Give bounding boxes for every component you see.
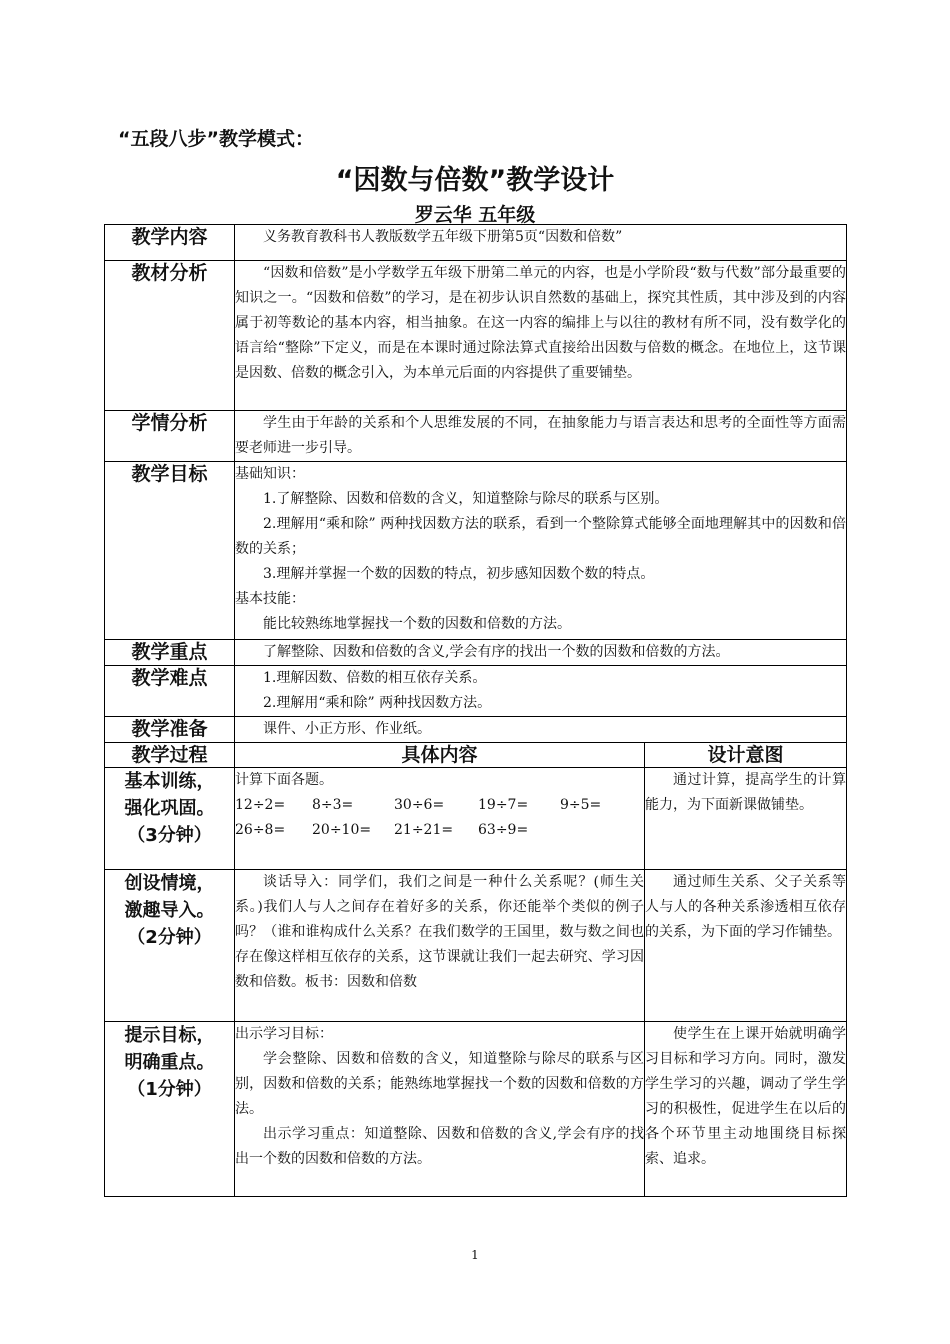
step-intro: 出示学习目标：: [235, 1026, 333, 1042]
equation: 12÷2=: [235, 797, 286, 813]
key-points-text: 了解整除、因数和倍数的含义,学会有序的找出一个数的因数和倍数的方法。: [263, 644, 730, 660]
label-difficult-points: 教学难点: [105, 666, 235, 717]
step-content: [235, 768, 645, 870]
goals-basic-skill: 基本技能：: [235, 591, 305, 607]
equation: 9÷5=: [560, 797, 602, 813]
step-stage: [105, 768, 235, 870]
teaching-content-text: 义务教育教科书人教版数学五年级下册第5页“因数和倍数”: [263, 229, 623, 245]
header-process: 教学过程: [105, 743, 235, 768]
step-paragraph: 学会整除、因数和倍数的含义，知道整除与除尽的联系与区别，因数和倍数的关系；能熟练地掌握找一个数的因数和倍数的方法。: [235, 1051, 644, 1117]
equation-row: [235, 818, 644, 843]
stage-line: 基本训练，: [124, 771, 215, 792]
row-key-points: [105, 640, 847, 666]
equation: 63÷9=: [478, 822, 529, 838]
step-intent: [645, 768, 847, 870]
step-content: [235, 870, 645, 1022]
step-intent: [645, 1022, 847, 1197]
intent-text: 使学生在上课开始就明确学习目标和学习方向。同时，激发学生学习的兴趣，调动了学生学习的积极性，促进学生在以后的各个环节里主动地围绕目标探索、追求。: [645, 1026, 847, 1167]
process-step-row: [105, 768, 847, 870]
page-title: “因数与倍数”教学设计: [335, 165, 615, 196]
stage-line: 明确重点。: [124, 1052, 215, 1073]
step-stage: [105, 870, 235, 1022]
goal-item-3: 3.理解并掌握一个数的因数的特点，初步感知因数个数的特点。: [263, 566, 655, 582]
label-preparation: 教学准备: [105, 717, 235, 743]
difficult-item-1: 1.理解因数、倍数的相互依存关系。: [263, 670, 487, 686]
step-paragraph: 出示学习重点：知道整除、因数和倍数的含义,学会有序的找出一个数的因数和倍数的方法。: [235, 1126, 644, 1167]
step-content: [235, 1022, 645, 1197]
pre-title: “五段八步”教学模式：: [118, 128, 314, 150]
skill-item-1: 能比较熟练地掌握找一个数的因数和倍数的方法。: [263, 616, 571, 632]
stage-line: 提示目标，: [124, 1025, 215, 1046]
stage-line: （2分钟）: [127, 927, 212, 948]
step-stage: [105, 1022, 235, 1197]
label-teaching-goals: 教学目标: [105, 462, 235, 640]
step-intent: [645, 870, 847, 1022]
stage-line: 强化巩固。: [124, 798, 215, 819]
preparation-text: 课件、小正方形、作业纸。: [263, 721, 431, 737]
label-student-analysis: 学情分析: [105, 411, 235, 462]
page-number: 1: [471, 1248, 479, 1262]
goals-basic-knowledge: 基础知识：: [235, 466, 305, 482]
stage-line: 激趣导入。: [124, 900, 215, 921]
intent-text: 通过师生关系、父子关系等人与人的各种关系渗透相互依存的关系，为下面的学习作铺垫。: [645, 874, 847, 940]
intent-text: 通过计算，提高学生的计算能力，为下面新课做铺垫。: [645, 772, 847, 813]
row-teaching-content: [105, 225, 847, 261]
student-analysis-text: 学生由于年龄的关系和个人思维发展的不同，在抽象能力与语言表达和思考的全面性等方面需要老师进一步引导。: [235, 415, 847, 456]
equation-row: [235, 793, 644, 818]
row-student-analysis: [105, 411, 847, 462]
material-analysis-text: “因数和倍数”是小学数学五年级下册第二单元的内容，也是小学阶段“数与代数”部分最重要的知识之一。“因数和倍数”的学习，是在初步认识自然数的基础上，探究其性质，其中涉及到的内容属于初等数论的基本内容，相当抽象。在这一内容的编排上与以往的教材有所不同，没有数学化的语言给“整除”下定义，而是在本课时通过除法算式直接给出因数与倍数的概念。在地位上，这节课是因数、倍数的概念引入，为本单元后面的内容提供了重要铺垫。: [235, 265, 847, 381]
equation: 21÷21=: [394, 822, 454, 838]
difficult-item-2: 2.理解用“乘和除” 两种找因数方法。: [263, 695, 492, 711]
equation: 30÷6=: [394, 797, 445, 813]
step-intro: 计算下面各题。: [235, 772, 333, 788]
row-material-analysis: [105, 261, 847, 411]
goal-item-2: 2.理解用“乘和除” 两种找因数方法的联系，看到一个整除算式能够全面地理解其中的因数和倍数的关系；: [235, 516, 847, 557]
header-intent: 设计意图: [645, 743, 847, 768]
equation: 20÷10=: [312, 822, 372, 838]
lesson-plan-table: [104, 224, 847, 1197]
process-step-row: [105, 1022, 847, 1197]
row-teaching-goals: [105, 462, 847, 640]
stage-line: （3分钟）: [127, 825, 212, 846]
step-text: 谈话导入：同学们，我们之间是一种什么关系呢？(师生关系。)我们人与人之间存在着好多的关系，你还能举个类似的例子吗？（谁和谁构成什么关系？在我们数学的王国里，数与数之间也存在像这样相互依存的关系，这节课就让我们一起去研究、学习因数和倍数。板书：因数和倍数: [235, 874, 644, 990]
author-line: 罗云华 五年级: [414, 204, 536, 226]
row-difficult-points: [105, 666, 847, 717]
stage-line: （1分钟）: [127, 1079, 212, 1100]
process-step-row: [105, 870, 847, 1022]
equation: 26÷8=: [235, 822, 286, 838]
label-material-analysis: 教材分析: [105, 261, 235, 411]
process-header-row: [105, 743, 847, 768]
label-key-points: 教学重点: [105, 640, 235, 666]
goal-item-1: 1.了解整除、因数和倍数的含义，知道整除与除尽的联系与区别。: [263, 491, 669, 507]
label-teaching-content: 教学内容: [105, 225, 235, 261]
equation: 8÷3=: [312, 797, 354, 813]
stage-line: 创设情境，: [124, 873, 215, 894]
header-content: 具体内容: [235, 743, 645, 768]
equation: 19÷7=: [478, 797, 529, 813]
row-preparation: [105, 717, 847, 743]
